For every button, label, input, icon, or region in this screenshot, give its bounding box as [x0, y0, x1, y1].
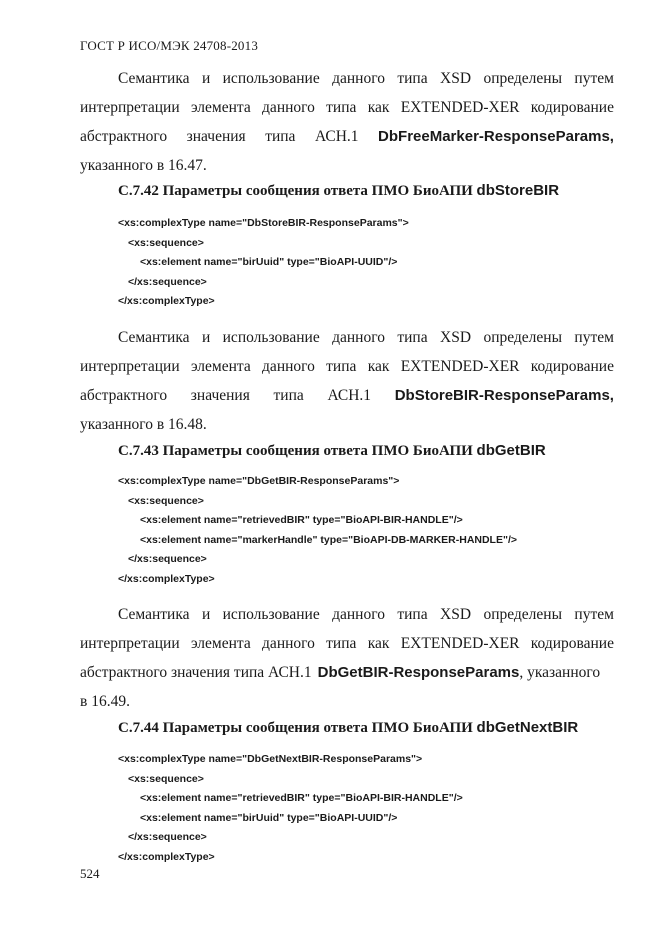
- paragraph-line: [80, 93, 614, 122]
- heading-text: С.7.42 Параметры сообщения ответа ПМО БиоАПИ: [118, 183, 473, 199]
- type-name: DbGetBIR-ResponseParams: [317, 664, 520, 681]
- word: типа: [397, 606, 428, 623]
- clause-reference: указанного в 16.48.: [80, 416, 207, 433]
- word: определены: [483, 606, 562, 623]
- word: как: [367, 99, 390, 116]
- word: абстрактного: [80, 387, 168, 404]
- word: EXTENDED-XER: [400, 358, 520, 375]
- code-line: <xs:element name="birUuid" type="BioAPI-UUID"/>: [140, 256, 398, 268]
- word: АСН.1: [314, 128, 359, 145]
- paragraph-line: [80, 381, 614, 410]
- code-line: </xs:sequence>: [128, 553, 207, 565]
- paragraph-1: [80, 64, 614, 180]
- paragraph-2: [80, 323, 614, 439]
- code-line: </xs:complexType>: [118, 572, 215, 585]
- word: XSD: [440, 70, 472, 87]
- word: как: [367, 358, 390, 375]
- code-block-c744: [118, 750, 463, 867]
- word: типа: [326, 99, 357, 116]
- paragraph-3: [80, 600, 614, 716]
- word: Семантика: [118, 70, 190, 87]
- word: XSD: [440, 329, 472, 346]
- word: использование: [222, 70, 320, 87]
- heading-text: С.7.43 Параметры сообщения ответа ПМО БиоАПИ: [118, 443, 473, 459]
- word: XSD: [440, 606, 472, 623]
- code-line: </xs:sequence>: [128, 275, 207, 288]
- word: кодирование: [530, 635, 614, 652]
- word: элемента: [190, 635, 251, 652]
- heading-function-name: dbGetNextBIR: [476, 719, 579, 736]
- code-line: </xs:sequence>: [128, 831, 207, 843]
- word: типа: [265, 128, 296, 145]
- word: кодирование: [530, 99, 614, 116]
- word: и: [201, 329, 211, 346]
- code-line: <xs:complexType name="DbStoreBIR-ResponseParams">: [118, 217, 409, 229]
- code-line: <xs:complexType name="DbGetNextBIR-ResponseParams">: [118, 753, 423, 765]
- word: EXTENDED-XER: [400, 99, 520, 116]
- word: EXTENDED-XER: [400, 635, 520, 652]
- word: значения: [190, 387, 250, 404]
- code-line: <xs:element name="retrievedBIR" type="BioAPI-BIR-HANDLE"/>: [140, 792, 463, 804]
- word: типа: [397, 329, 428, 346]
- heading-function-name: dbStoreBIR: [476, 182, 560, 199]
- paragraph-line: [80, 352, 614, 381]
- word: кодирование: [530, 358, 614, 375]
- code-block-c743: [118, 472, 517, 589]
- clause-reference: в 16.49.: [80, 693, 130, 710]
- code-line: </xs:complexType>: [118, 295, 215, 307]
- word: путем: [574, 329, 614, 346]
- document-header: ГОСТ Р ИСО/МЭК 24708-2013: [80, 38, 259, 53]
- word: типа: [326, 358, 357, 375]
- section-heading-c742: [118, 182, 559, 200]
- clause-reference: указанного в 16.47.: [80, 157, 207, 174]
- code-line: <xs:sequence>: [128, 772, 204, 785]
- word: использование: [222, 606, 320, 623]
- page-number: 524: [80, 866, 100, 881]
- word: Семантика: [118, 606, 190, 623]
- word: определены: [483, 70, 562, 87]
- word: данного: [332, 329, 385, 346]
- word: путем: [574, 70, 614, 87]
- word: данного: [262, 635, 315, 652]
- paragraph-line: [80, 323, 614, 352]
- text: , указанного: [519, 664, 601, 681]
- paragraph-line: [80, 687, 614, 716]
- word: и: [201, 70, 211, 87]
- paragraph-line: [80, 410, 614, 439]
- word: данного: [332, 70, 385, 87]
- code-block-c742: [118, 214, 409, 312]
- word: Семантика: [118, 329, 190, 346]
- word: АСН.1: [327, 387, 372, 404]
- heading-text: С.7.44 Параметры сообщения ответа ПМО БиоАПИ: [118, 720, 473, 736]
- word: использование: [222, 329, 320, 346]
- section-heading-c743: [118, 442, 546, 460]
- word: типа: [397, 70, 428, 87]
- word: данного: [262, 358, 315, 375]
- section-heading-c744: [118, 719, 578, 737]
- code-line: </xs:complexType>: [118, 850, 215, 863]
- word: определены: [483, 329, 562, 346]
- code-line: <xs:sequence>: [128, 494, 204, 507]
- word: абстрактного: [80, 128, 168, 145]
- code-line: <xs:element name="birUuid" type="BioAPI-UUID"/>: [140, 811, 398, 824]
- type-name: DbStoreBIR-ResponseParams,: [394, 387, 614, 404]
- word: типа: [326, 635, 357, 652]
- heading-function-name: dbGetBIR: [476, 442, 546, 459]
- word: путем: [574, 606, 614, 623]
- word: данного: [332, 606, 385, 623]
- paragraph-line: [80, 151, 614, 180]
- word: интерпретации: [80, 358, 180, 375]
- word: типа: [273, 387, 304, 404]
- text: абстрактного значения типа АСН.1: [80, 664, 312, 681]
- code-line: <xs:element name="markerHandle" type="BioAPI-DB-MARKER-HANDLE"/>: [140, 533, 518, 546]
- paragraph-line: [80, 658, 614, 687]
- word: как: [367, 635, 390, 652]
- word: значения: [186, 128, 246, 145]
- paragraph-line: [80, 629, 614, 658]
- paragraph-line: [80, 600, 614, 629]
- code-line: <xs:element name="retrievedBIR" type="BioAPI-BIR-HANDLE"/>: [140, 514, 463, 526]
- word: интерпретации: [80, 99, 180, 116]
- type-name: DbFreeMarker-ResponseParams,: [378, 128, 614, 145]
- word: и: [201, 606, 211, 623]
- word: элемента: [190, 358, 251, 375]
- code-line: <xs:complexType name="DbGetBIR-ResponseParams">: [118, 475, 400, 487]
- word: интерпретации: [80, 635, 180, 652]
- word: элемента: [190, 99, 251, 116]
- paragraph-line: [80, 122, 614, 151]
- code-line: <xs:sequence>: [128, 236, 204, 249]
- paragraph-line: [80, 64, 614, 93]
- word: данного: [262, 99, 315, 116]
